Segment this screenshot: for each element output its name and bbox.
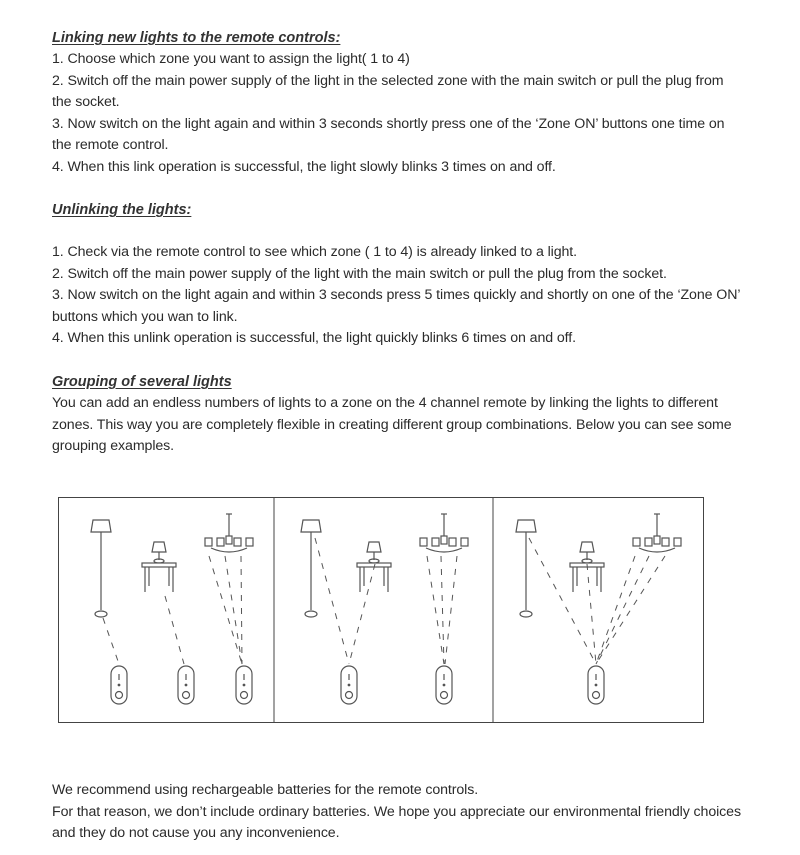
remote-control-icon [236, 666, 252, 704]
linking-step: 1. Choose which zone you want to assign the light( 1 to 4) [52, 51, 410, 67]
grouping-heading: Grouping of several lights [52, 374, 232, 390]
unlinking-step: 2. Switch off the main power supply of the light with the main switch or pull the plug from the socket. [52, 265, 667, 282]
example-panel-2 [301, 514, 468, 704]
remote-control-icon [178, 666, 194, 704]
floor-lamp-icon [516, 520, 536, 617]
grouping-line: You can add an endless numbers of lights to a zone on the 4 channel remote by linking the lights to different [52, 395, 718, 411]
remote-control-icon [111, 666, 127, 704]
unlinking-step: 4. When this unlink operation is successful, the light quickly blinks 6 times on and off. [52, 330, 576, 346]
grouping-examples-illustration [59, 498, 703, 722]
linking-step: 3. Now switch on the light again and within 3 seconds shortly press one of the ‘Zone ON’ buttons one time on [52, 115, 725, 132]
grouping-body [52, 393, 732, 458]
unlinking-step: 1. Check via the remote control to see which zone ( 1 to 4) is already linked to a light. [52, 244, 577, 260]
table-lamp-icon [142, 542, 176, 592]
battery-note-line: For that reason, we don’t include ordinary batteries. We hope you appreciate our environmental friendly choices [52, 803, 741, 820]
remote-control-icon [341, 666, 357, 704]
grouping-section [52, 372, 732, 458]
example-panel-1 [91, 514, 253, 704]
floor-lamp-icon [301, 520, 321, 617]
battery-note [52, 780, 741, 845]
unlinking-heading: Unlinking the lights: [52, 202, 192, 218]
linking-section [52, 28, 724, 178]
chandelier-icon [205, 514, 253, 552]
example-panel-3 [516, 514, 681, 704]
linking-step: the remote control. [52, 137, 169, 153]
unlinking-step: 3. Now switch on the light again and within 3 seconds press 5 times quickly and shortly on one of the ‘Zone ON’ [52, 287, 741, 303]
grouping-examples-figure [58, 497, 704, 723]
unlinking-section [52, 200, 740, 350]
linking-step: 4. When this link operation is successful, the light slowly blinks 3 times on and off. [52, 158, 556, 175]
chandelier-icon [420, 514, 468, 552]
linking-steps [52, 49, 724, 178]
linking-step: 2. Switch off the main power supply of the light in the selected zone with the main switch or pull the plug from [52, 72, 724, 89]
grouping-line: zones. This way you are completely flexible in creating different group combinations. Below you can see some [52, 416, 732, 433]
battery-note-line: We recommend using rechargeable batteries for the remote controls. [52, 782, 479, 798]
floor-lamp-icon [91, 520, 111, 617]
unlinking-step: buttons which you wan to link. [52, 308, 238, 325]
grouping-line: grouping examples. [52, 438, 175, 454]
unlinking-steps [52, 242, 740, 350]
remote-control-icon [588, 666, 604, 704]
remote-control-icon [436, 666, 452, 704]
battery-note-line: and they do not cause you any inconvenience. [52, 825, 340, 841]
linking-heading: Linking new lights to the remote controls: [52, 30, 341, 46]
chandelier-icon [633, 514, 681, 552]
linking-step: the socket. [52, 94, 120, 110]
